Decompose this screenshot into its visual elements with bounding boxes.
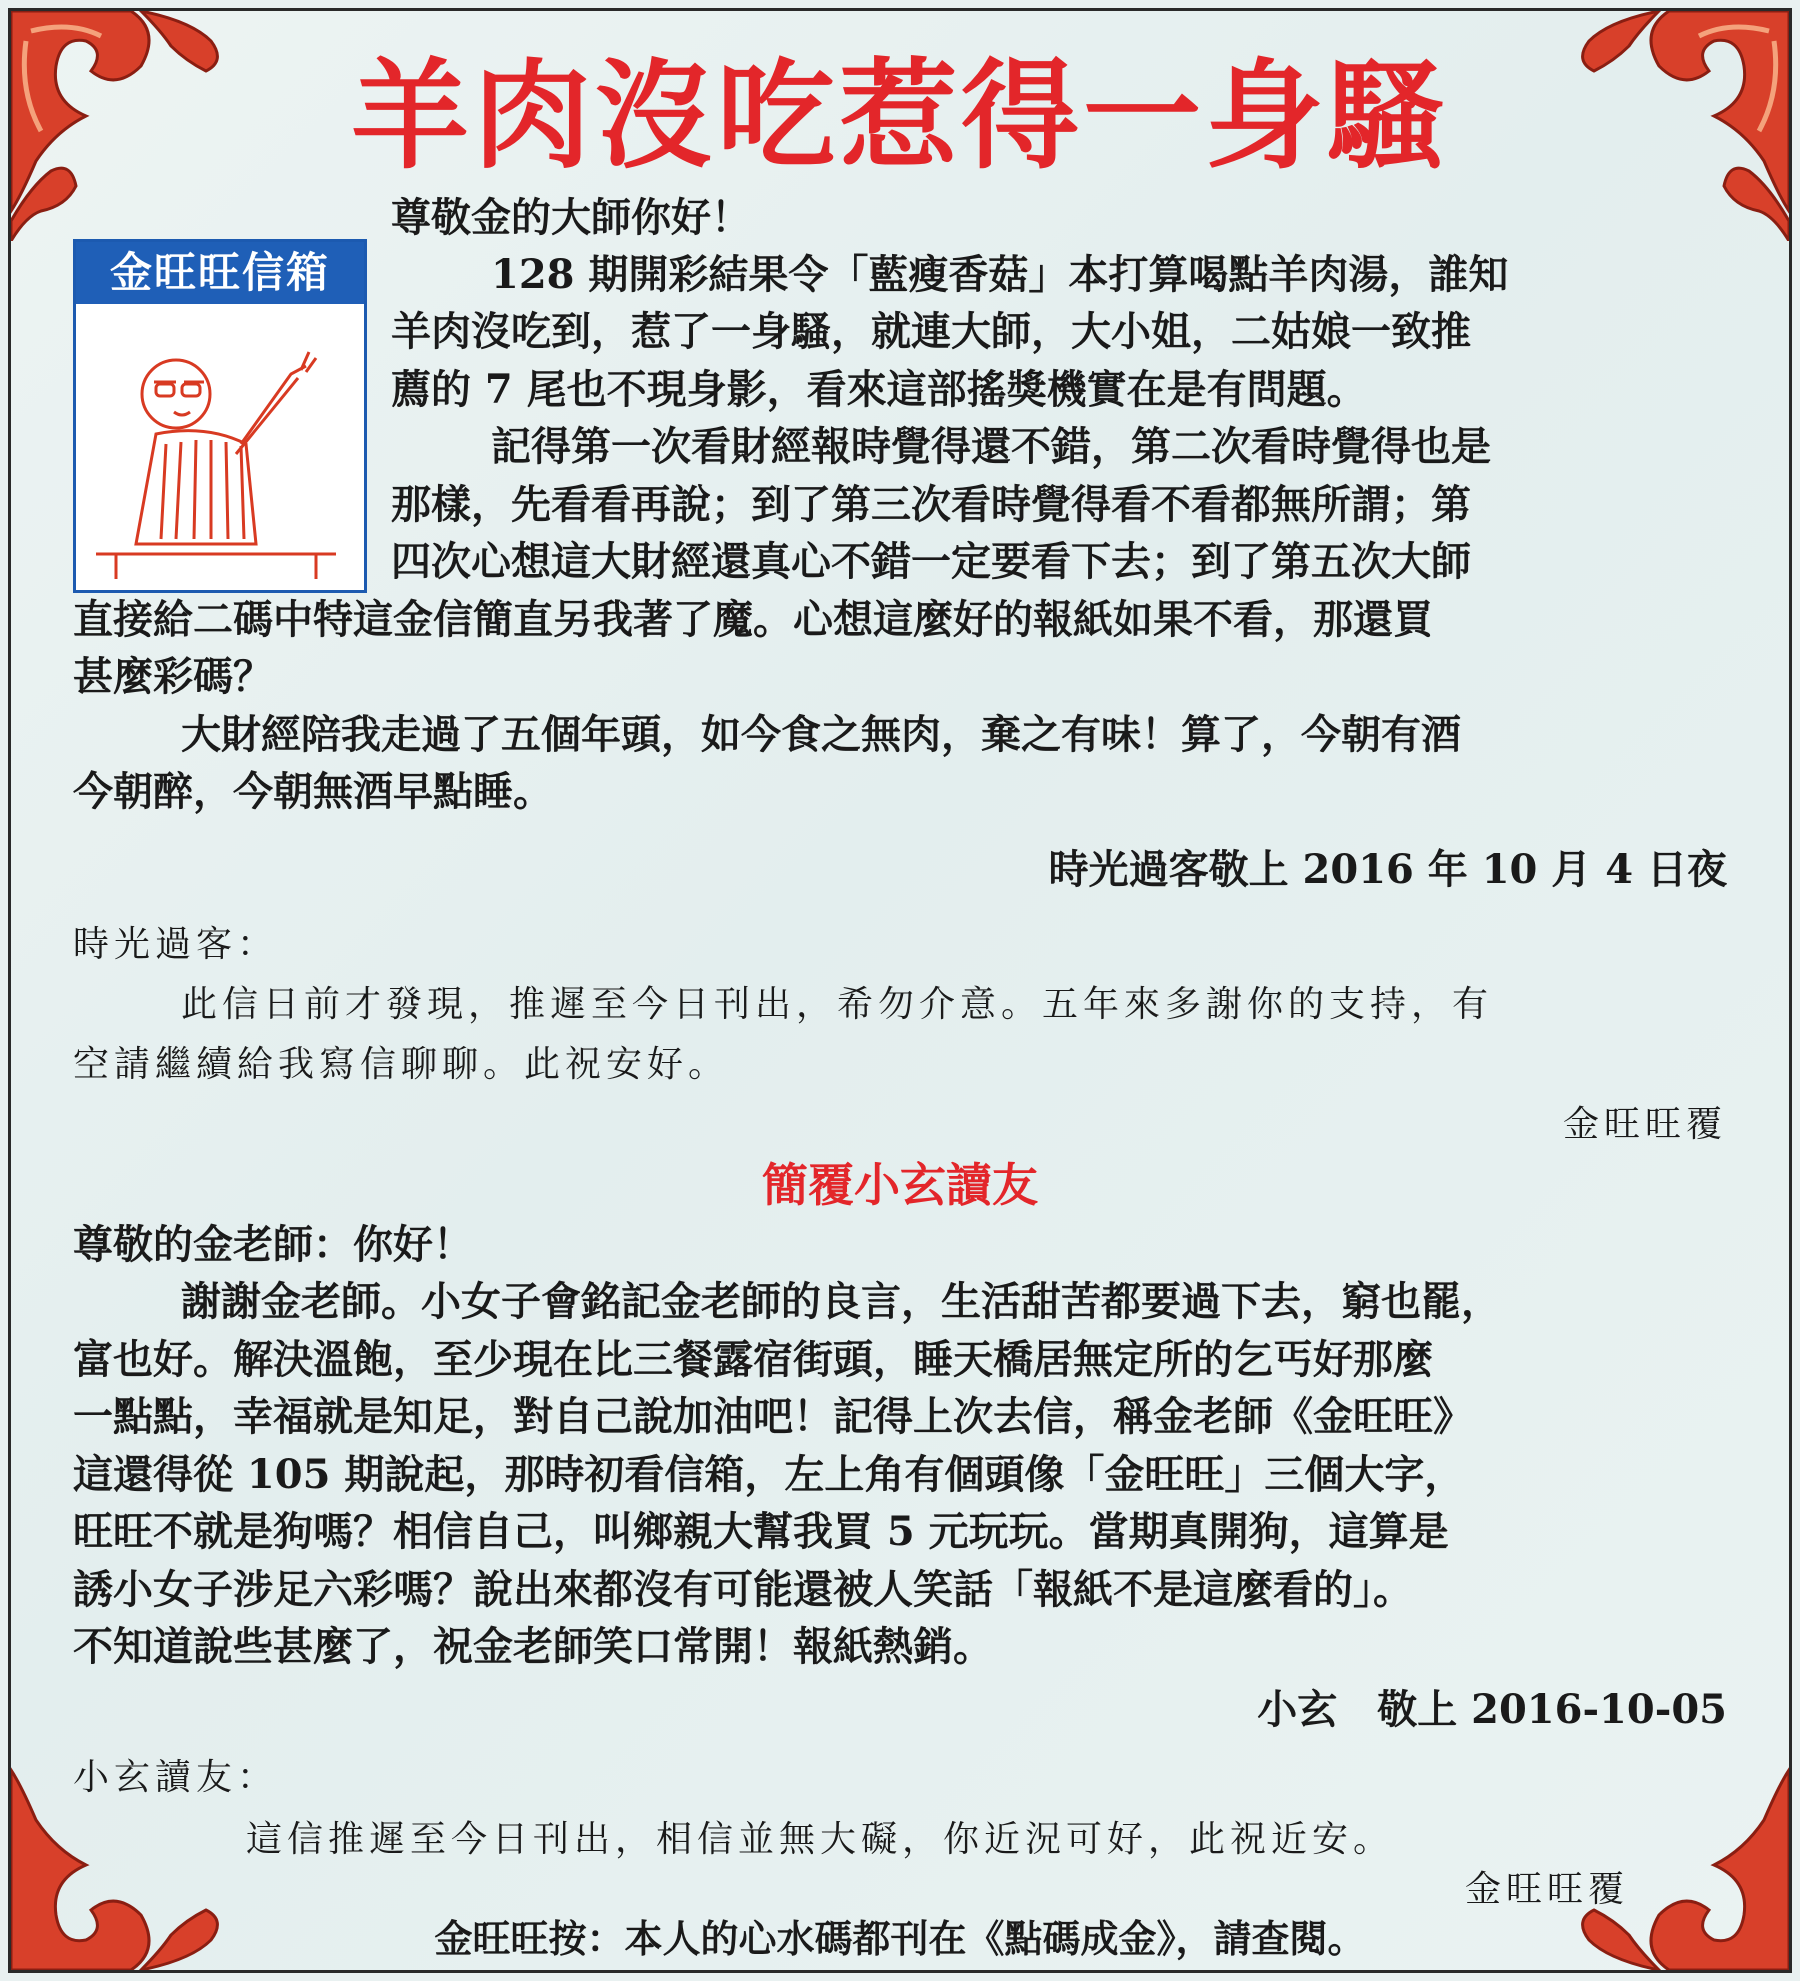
letter2-line: 一點點，幸福就是知足，對自己說加油吧！記得上次去信，稱金老師《金旺旺》 (73, 1393, 1473, 1440)
reply2-signature: 金旺旺覆 (1464, 1869, 1629, 1910)
letter1-line: 那樣，先看看再說；到了第三次看時覺得看不看都無所謂；第 (391, 481, 1471, 528)
reply2-salutation: 小玄讀友： (73, 1757, 279, 1798)
reply1-line: 空請繼續給我寫信聊聊。此祝安好。 (73, 1044, 730, 1085)
section-subtitle: 簡覆小玄讀友 (762, 1158, 1038, 1212)
reply1-salutation: 時光過客： (73, 924, 279, 965)
reply2-line: 這信推遲至今日刊出，相信並無大礙，你近況可好，此祝近安。 (246, 1819, 1395, 1860)
letter2-line: 富也好。解決溫飽，至少現在比三餐露宿街頭，睡天橋居無定所的乞丐好那麼 (73, 1336, 1433, 1383)
columnist-cartoon-illustration (76, 304, 358, 584)
letter1-line: 四次心想這大財經還真心不錯一定要看下去；到了第五次大師 (391, 538, 1471, 585)
reply1-signature: 金旺旺覆 (1562, 1104, 1727, 1145)
letter2-signature: 小玄 敬上 2016-10-05 (1257, 1686, 1727, 1733)
letter2-line: 旺旺不就是狗嗎？相信自己，叫鄉親大幫我買 5 元玩玩。當期真開狗，這算是 (73, 1508, 1449, 1555)
letter2-greeting: 尊敬的金老師：你好！ (73, 1221, 473, 1268)
letter1-line: 今朝醉，今朝無酒早點睡。 (73, 768, 553, 815)
letter1-line: 記得第一次看財經報時覺得還不錯，第二次看時覺得也是 (491, 423, 1491, 470)
letter1-line: 大財經陪我走過了五個年頭，如今食之無肉，棄之有味！算了，今朝有酒 (181, 711, 1461, 758)
letter1-line: 羊肉沒吃到，惹了一身騷，就連大師，大小姐，二姑娘一致推 (391, 308, 1471, 355)
mailbox-logo (73, 239, 367, 593)
letter2-line: 不知道說些甚麼了，祝金老師笑口常開！報紙熱銷。 (73, 1623, 993, 1670)
reply1-line: 此信日前才發現，推遲至今日刊出，希勿介意。五年來多謝你的支持，有 (181, 984, 1494, 1025)
letter1-signature: 時光過客敬上 2016 年 10 月 4 日夜 (1048, 846, 1727, 893)
letter1-line: 直接給二碼中特這金信簡直另我著了魔。心想這麼好的報紙如果不看，那還買 (73, 596, 1433, 643)
letter2-line: 謝謝金老師。小女子會銘記金老師的良言，生活甜苦都要過下去，窮也罷， (181, 1278, 1501, 1325)
letter2-line: 誘小女子涉足六彩嗎？說出來都沒有可能還被人笑話「報紙不是這麼看的」。 (73, 1566, 1413, 1613)
mailbox-label: 金旺旺信箱 (76, 242, 364, 304)
footer-note: 金旺旺按：本人的心水碼都刊在《點碼成金》，請查閱。 (434, 1917, 1366, 1961)
letter1-line: 甚麼彩碼？ (73, 653, 273, 700)
page-frame (8, 8, 1792, 1973)
letter2-line: 這還得從 105 期說起，那時初看信箱，左上角有個頭像「金旺旺」三個大字， (73, 1451, 1465, 1498)
letter1-line: 128 期開彩結果令「藍瘦香菇」本打算喝點羊肉湯，誰知 (491, 251, 1509, 298)
page-title: 羊肉沒吃惹得一身騷 (350, 46, 1449, 185)
letter1-line: 薦的 7 尾也不現身影，看來這部搖獎機實在是有問題。 (391, 366, 1367, 413)
letter1-greeting: 尊敬金的大師你好！ (391, 194, 751, 241)
